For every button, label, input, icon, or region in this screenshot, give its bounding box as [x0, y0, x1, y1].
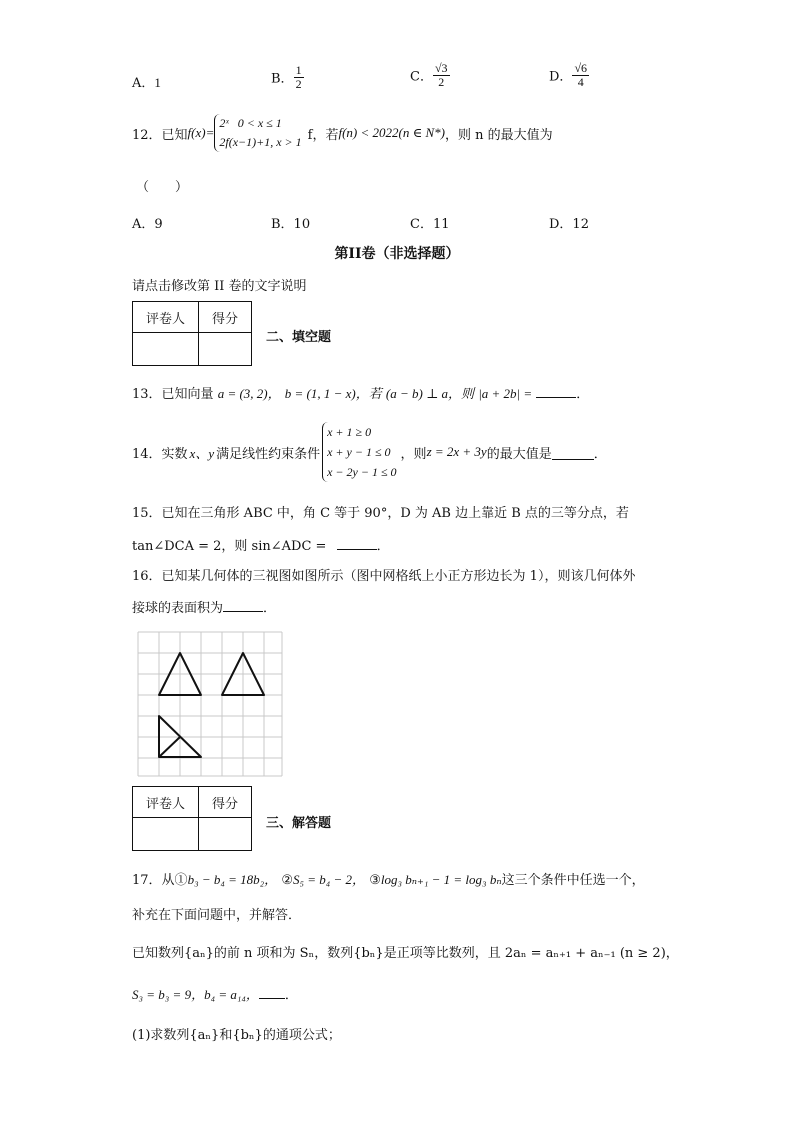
- question-12: 12．已知 f(x)= 2ˣ 0 < x ≤ 1 2f(x−1)+1, x > 1 f，若 f(n) < 2022(n ∈ N*) ，则 n 的最大值为: [132, 112, 553, 154]
- section-fill-blank-title: 二、填空题: [266, 330, 332, 345]
- question-16-line1: 16．已知某几何体的三视图如图所示（图中网格纸上小正方形边长为 1），则该几何体外: [132, 569, 636, 584]
- grader-cell[interactable]: [133, 333, 199, 366]
- question-17-line4: S₃ = b₃ = 9，b₄ = a₁₄， ．: [132, 987, 298, 1003]
- three-view-figure: [136, 631, 284, 777]
- question-17-line1: 17．从①b₃ − b₄ = 18b₂， ②S₅ = b₄ − 2， ③log₃ bₙ₊₁ − 1 = log₃ bₙ这三个条件中任选一个，: [132, 872, 645, 888]
- q13-answer-blank[interactable]: [536, 397, 576, 398]
- score-table-1: [132, 301, 252, 366]
- question-17-part-1: (1)求数列{aₙ}和{bₙ}的通项公式；: [132, 1028, 341, 1043]
- q11-option-d: D． $\frac{√6}{4}$: [549, 61, 588, 89]
- q11-option-c: C． $\frac{√3}{2}$: [410, 61, 448, 89]
- q14-constraints: x + 1 ≥ 0 x + y − 1 ≤ 0 x − 2y − 1 ≤ 0: [322, 422, 396, 482]
- q12-option-b: B．10: [271, 217, 311, 232]
- top-view-inner-line: [159, 737, 180, 757]
- q12-piecewise: 2ˣ 0 < x ≤ 1 2f(x−1)+1, x > 1: [214, 114, 301, 152]
- grader-label: 评卷人: [133, 302, 199, 333]
- score-table-2: [132, 786, 252, 851]
- q11-option-a: A．1: [132, 75, 161, 91]
- question-15-line1: 15．已知在三角形 ABC 中，角 C 等于 90°，D 为 AB 边上靠近 B 点的三等分点，若: [132, 506, 629, 521]
- q12-option-a: A．9: [132, 217, 163, 232]
- question-14: 14．实数 x、y 满足线性约束条件 x + 1 ≥ 0 x + y − 1 ≤ 0 x − 2y − 1 ≤ 0 ，则 z = 2x + 3y 的最大值是 ．: [132, 420, 607, 484]
- condition-3-marker: ③: [369, 873, 381, 888]
- q15-answer-blank[interactable]: [337, 549, 377, 550]
- grader-cell[interactable]: [133, 818, 199, 851]
- q11-option-b: B． $\frac{1}{2}$: [271, 63, 302, 91]
- score-label: 得分: [199, 787, 252, 818]
- q12-answer-paren: （ ）: [136, 180, 189, 195]
- question-17-line3: 已知数列{aₙ}的前 n 项和为 Sₙ，数列{bₙ}是正项等比数列，且 2aₙ = aₙ₊₁ + aₙ₋₁ (n ≥ 2)，: [132, 946, 679, 961]
- question-15-line2: tan∠DCA = 2，则 sin∠ADC = ．: [132, 539, 390, 554]
- question-13: 13．已知向量 a = (3, 2)， b = (1, 1 − x)，若 (a − b) ⊥ a，则 |a + 2b| = ．: [132, 386, 590, 402]
- part-ii-title: 第II卷（非选择题）: [334, 246, 460, 262]
- score-cell[interactable]: [199, 818, 252, 851]
- q14-answer-blank[interactable]: [552, 445, 594, 460]
- q16-answer-blank[interactable]: [223, 611, 263, 612]
- q17-condition-blank[interactable]: [259, 998, 285, 999]
- q12-option-d: D．12: [549, 217, 589, 232]
- grader-label: 评卷人: [133, 787, 199, 818]
- condition-2-marker: ②: [281, 873, 293, 888]
- q12-option-c: C．11: [410, 217, 450, 232]
- part-ii-note: 请点击修改第 II 卷的文字说明: [132, 279, 307, 294]
- question-17-line2: 补充在下面问题中，并解答．: [132, 908, 302, 923]
- condition-1-marker: ①: [174, 873, 188, 888]
- score-cell[interactable]: [199, 333, 252, 366]
- section-solution-title: 三、解答题: [266, 816, 332, 831]
- question-16-line2: 接球的表面积为 ．: [132, 601, 277, 616]
- score-label: 得分: [199, 302, 252, 333]
